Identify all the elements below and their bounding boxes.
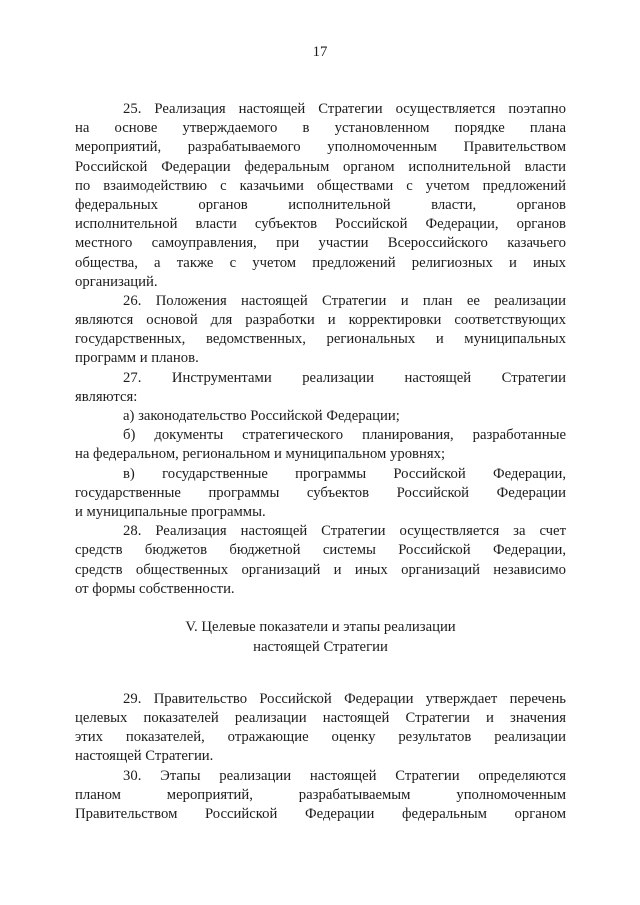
- heading-line: настоящей Стратегии: [253, 638, 388, 655]
- text-line: 30. Этапы реализации настоящей Стратегии определяются: [123, 767, 566, 784]
- text-line: средств общественных организаций и иных организаций независимо: [75, 561, 566, 578]
- text-line: Российской Федерации федеральным органом исполнительной власти: [75, 158, 566, 175]
- list-item-c: [75, 465, 566, 523]
- text-line: на основе утверждаемого в установленном порядке плана: [75, 120, 566, 137]
- paragraph-26: [75, 292, 566, 369]
- text-line: государственные программы субъектов Российской Федерации: [75, 484, 566, 501]
- heading-line: V. Целевые показатели и этапы реализации: [185, 619, 456, 636]
- text-line: от формы собственности.: [75, 580, 235, 597]
- text-line: программ и планов.: [75, 350, 199, 367]
- text-line: и муниципальные программы.: [75, 503, 266, 520]
- text-line: б) документы стратегического планирования, разработанные: [123, 427, 566, 444]
- text-line: являются основой для разработки и корректировки соответствующих: [75, 312, 566, 329]
- text-line: 27. Инструментами реализации настоящей Стратегии: [123, 369, 566, 386]
- text-line: организаций.: [75, 273, 158, 290]
- text-line: в) государственные программы Российской Федерации,: [123, 465, 566, 482]
- text-line: этих показателей, отражающие оценку результатов реализации: [75, 729, 566, 746]
- text-line: Правительством Российской Федерации федеральным органом: [75, 805, 566, 822]
- text-line: по взаимодействию с казачьими обществами с учетом предложений: [75, 177, 566, 194]
- paragraph-30: [75, 767, 566, 825]
- text-line: являются:: [75, 388, 138, 405]
- text-line: целевых показателей реализации настоящей Стратегии и значения: [75, 709, 566, 726]
- text-line: на федеральном, региональном и муниципальном уровнях;: [75, 446, 446, 463]
- page-number: 17: [312, 44, 328, 60]
- list-item-b: [75, 426, 566, 464]
- text-line: 28. Реализация настоящей Стратегии осуществляется за счет: [123, 523, 566, 540]
- text-line: планом мероприятий, разрабатываемым уполномоченным: [75, 786, 566, 803]
- paragraph-27: [75, 369, 566, 407]
- text-line: 29. Правительство Российской Федерации утверждает перечень: [123, 690, 566, 707]
- text-line: общества, а также с учетом предложений религиозных и иных: [75, 254, 566, 271]
- section-heading: [75, 618, 566, 656]
- text-line: исполнительной власти субъектов Российской Федерации, органов: [75, 216, 566, 233]
- spacer: [75, 657, 566, 690]
- paragraph-29: [75, 690, 566, 767]
- text-line: федеральных органов исполнительной власти, органов: [75, 196, 566, 213]
- document-body: [75, 100, 566, 824]
- text-line: 25. Реализация настоящей Стратегии осуществляется поэтапно: [123, 101, 566, 117]
- paragraph-28: [75, 522, 566, 599]
- text-line: а) законодательство Российской Федерации;: [123, 408, 400, 424]
- text-line: государственных, ведомственных, региональных и муниципальных: [75, 331, 566, 348]
- text-line: 26. Положения настоящей Стратегии и план ее реализации: [123, 292, 566, 309]
- spacer: [75, 599, 566, 619]
- paragraph-25: [75, 100, 566, 292]
- list-item-a: [75, 407, 566, 426]
- text-line: средств бюджетов бюджетной системы Российской Федерации,: [75, 542, 566, 559]
- text-line: местного самоуправления, при участии Всероссийского казачьего: [75, 235, 566, 252]
- text-line: настоящей Стратегии.: [75, 748, 214, 765]
- text-line: мероприятий, разрабатываемого уполномоченным Правительством: [75, 139, 566, 156]
